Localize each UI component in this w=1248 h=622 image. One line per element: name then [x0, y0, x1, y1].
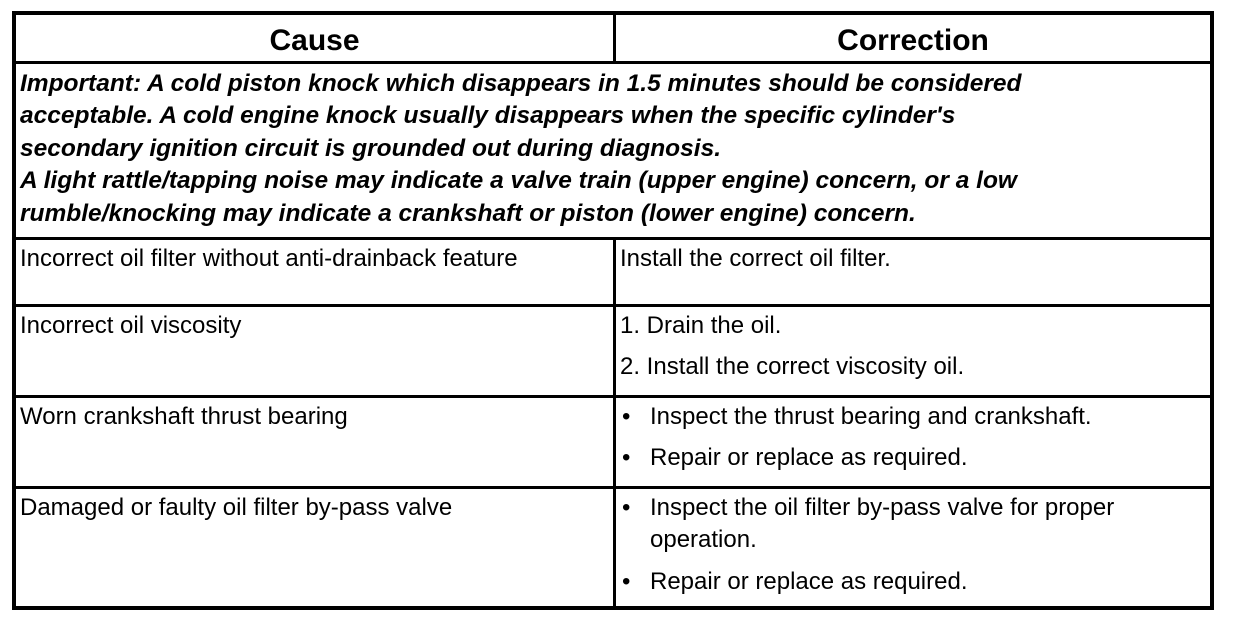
- correction-text: Repair or replace as required.: [650, 444, 968, 471]
- diagnostic-table: [12, 11, 1214, 610]
- cause-text: Worn crankshaft thrust bearing: [20, 403, 348, 430]
- table-row: [16, 489, 1210, 606]
- header-correction: Correction: [837, 24, 989, 57]
- important-note-row: [16, 64, 1210, 240]
- cause-cell: [16, 489, 616, 606]
- correction-text: Inspect the oil filter by-pass valve for proper operation.: [650, 494, 1115, 553]
- bullet-icon: •: [622, 403, 631, 430]
- bullet-icon: •: [622, 568, 631, 595]
- correction-step: 2. Install the correct viscosity oil.: [620, 353, 965, 380]
- correction-cell: [616, 398, 1210, 486]
- header-correction-cell: [616, 15, 1210, 61]
- cause-text: Damaged or faulty oil filter by-pass valve: [20, 494, 453, 521]
- important-note: Important: A cold piston knock which disappears in 1.5 minutes should be considered acceptable. A cold engine knock usually disappears when the specific cylinder's secondary ignition circuit is grounded out during diagnosis. A light rattle/tapping noise may indicate a valve train (upper engine) concern, or a low rumble/knocking may indicate a crankshaft or piston (lower engine) concern.: [20, 70, 1022, 227]
- table-row: [16, 398, 1210, 489]
- table-row: [16, 240, 1210, 307]
- table-row: [16, 307, 1210, 398]
- cause-text: Incorrect oil viscosity: [20, 312, 242, 339]
- cause-cell: [16, 307, 616, 395]
- correction-step: 1. Drain the oil.: [620, 312, 782, 339]
- correction-cell: [616, 489, 1210, 606]
- table-header-row: [16, 15, 1210, 64]
- cause-cell: [16, 398, 616, 486]
- bullet-icon: •: [622, 444, 631, 471]
- cause-text: Incorrect oil filter without anti-drainback feature: [20, 245, 518, 272]
- cause-cell: [16, 240, 616, 304]
- header-cause: Cause: [269, 24, 360, 57]
- correction-text: Repair or replace as required.: [650, 568, 968, 595]
- header-cause-cell: [16, 15, 616, 61]
- correction-text: Inspect the thrust bearing and crankshaft.: [650, 403, 1092, 430]
- bullet-icon: •: [622, 494, 631, 521]
- correction-text: Install the correct oil filter.: [620, 245, 891, 272]
- correction-cell: [616, 240, 1210, 304]
- correction-cell: [616, 307, 1210, 395]
